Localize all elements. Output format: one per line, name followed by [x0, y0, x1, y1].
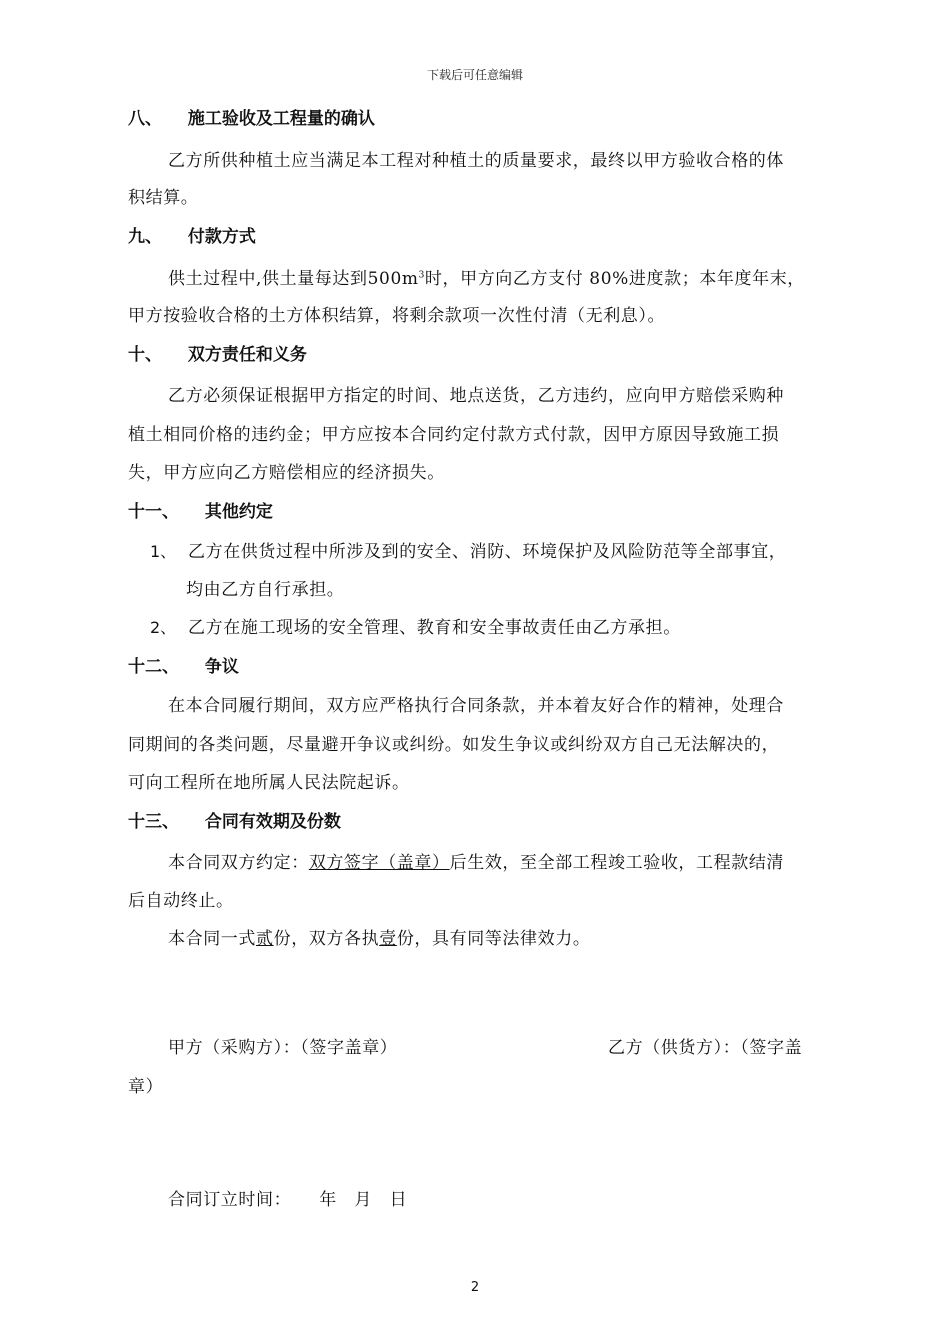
party-b-signature: 乙方（供货方）：（签字盖 [608, 1038, 803, 1058]
text-run: 份，双方各执 [273, 929, 380, 949]
section-10-heading [128, 340, 307, 365]
paragraph-line: 后自动终止。 [128, 891, 234, 911]
paragraph-line: 植土相同价格的违约金；甲方应按本合同约定付款方式付款，因甲方原因导致施工损 [128, 425, 780, 445]
superscript: 3 [418, 270, 425, 281]
section-number: 九、 [128, 227, 162, 247]
text-run: 本合同双方约定： [168, 853, 309, 873]
text-run: 本合同一式 [168, 929, 256, 949]
section-9-heading [128, 222, 256, 247]
section-title: 施工验收及工程量的确认 [187, 109, 375, 129]
section-number: 十二、 [128, 657, 179, 677]
date-label: 合同订立时间： [168, 1190, 292, 1210]
paragraph-line: 同期间的各类问题，尽量避开争议或纠纷。如发生争议或纠纷双方自己无法解决的， [128, 735, 780, 755]
section-title: 争议 [204, 657, 239, 677]
paragraph-line [168, 264, 805, 289]
paragraph-line: 甲方按验收合格的土方体积结算，将剩余款项一次性付清（无利息）。 [128, 306, 666, 326]
list-item-line: 乙方在供货过程中所涉及到的安全、消防、环境保护及风险防范等全部事宜， [188, 542, 787, 562]
section-number: 十、 [128, 345, 162, 365]
paragraph-line: 乙方所供种植土应当满足本工程对种植土的质量要求，最终以甲方验收合格的体 [168, 151, 784, 171]
section-12-heading [128, 652, 239, 677]
paragraph-line: 乙方必须保证根据甲方指定的时间、地点送货，乙方违约，应向甲方赔偿采购种 [168, 386, 784, 406]
section-number: 十三、 [128, 812, 179, 832]
section-number: 八、 [128, 109, 162, 129]
section-11-heading [128, 497, 273, 522]
section-8-heading [128, 104, 375, 129]
text-run: 时，甲方向乙方支付 80%进度款；本年度年末， [424, 269, 805, 289]
section-title: 其他约定 [204, 502, 273, 522]
party-b-signature-wrap: 章） [128, 1077, 164, 1097]
party-a-signature: 甲方（采购方）：（签字盖章） [168, 1038, 398, 1058]
section-number: 十一、 [128, 502, 179, 522]
paragraph-line [168, 924, 590, 949]
section-title: 合同有效期及份数 [204, 812, 341, 832]
list-number: 1、 [150, 542, 177, 561]
section-title: 付款方式 [187, 227, 256, 247]
section-title: 双方责任和义务 [187, 345, 307, 365]
paragraph-line: 在本合同履行期间，双方应严格执行合同条款，并本着友好合作的精神，处理合 [168, 696, 784, 716]
list-number: 2、 [150, 618, 177, 637]
underlined-text: 贰 [256, 929, 274, 949]
underlined-text: 壹 [379, 929, 397, 949]
paragraph-line: 可向工程所在地所属人民法院起诉。 [128, 773, 410, 793]
paragraph-line: 积结算。 [128, 188, 199, 208]
list-item-line: 均由乙方自行承担。 [186, 580, 345, 600]
page-header: 下载后可任意编辑 [426, 68, 523, 82]
text-run: 后生效，至全部工程竣工验收，工程款结清 [449, 853, 785, 873]
page-number: 2 [470, 1280, 480, 1295]
paragraph-line [168, 848, 784, 873]
amount: 500m [367, 269, 419, 289]
section-13-heading [128, 807, 341, 832]
date-value: 年 月 日 [319, 1190, 408, 1210]
list-item-line: 乙方在施工现场的安全管理、教育和安全事故责任由乙方承担。 [188, 618, 681, 638]
contract-date [168, 1185, 407, 1210]
text-run: 供土过程中,供土量每达到 [168, 269, 368, 289]
text-run: 份，具有同等法律效力。 [396, 929, 591, 949]
paragraph-line: 失，甲方应向乙方赔偿相应的经济损失。 [128, 463, 445, 483]
underlined-text: 双方签字（盖章） [308, 853, 450, 873]
